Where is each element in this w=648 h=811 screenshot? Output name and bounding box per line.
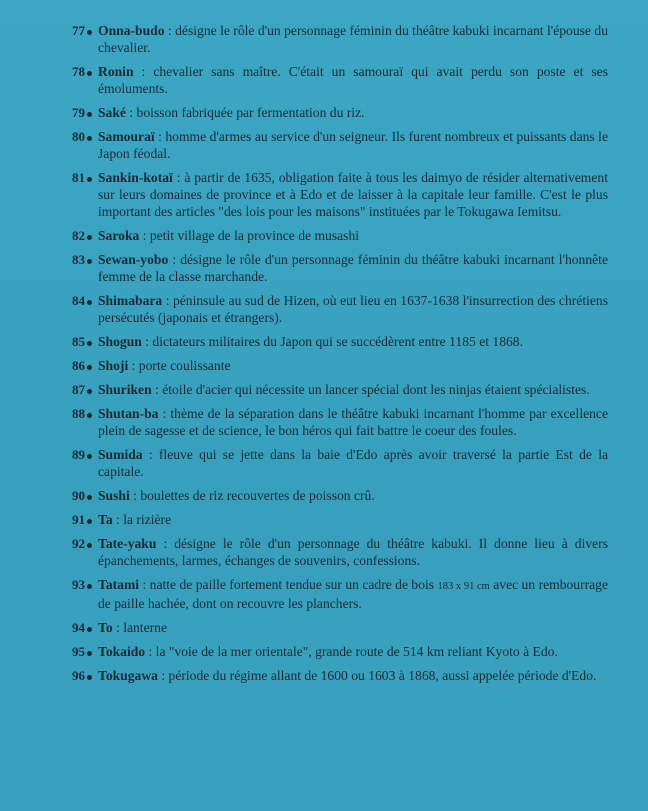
bullet-icon [87,30,92,35]
entry-number-text: 80 [72,129,85,144]
entry-term: Shimabara [98,293,163,308]
entry-term: Sewan-yobo [98,252,169,267]
entry-term: Shogun [98,334,142,349]
entry-definition-text: : dictateurs militaires du Japon qui se succédèrent entre 1185 et 1868. [141,334,523,349]
entry-definition [98,405,608,439]
glossary-entry [60,405,608,439]
entry-number [60,446,98,463]
entry-definition-text: : la rizière [112,512,172,527]
glossary-entry [60,619,608,636]
entry-definition-text: : boisson fabriquée par fermentation du riz. [125,105,365,120]
glossary-entry [60,535,608,569]
entry-number-text: 81 [72,170,85,185]
glossary-entry [60,333,608,350]
entry-definition [98,446,608,480]
entry-definition-text: : lanterne [112,620,167,635]
glossary-list [60,22,608,684]
entry-term: Tokaido [98,644,146,659]
entry-term: Sushi [98,488,130,503]
entry-definition-text: : période du régime allant de 1600 ou 1603 à 1868, aussi appelée période d'Edo. [157,668,597,683]
entry-number-text: 85 [72,334,85,349]
entry-number-text: 79 [72,105,85,120]
entry-number [60,104,98,121]
entry-term: Onna-budo [98,23,165,38]
entry-definition-text: : étoile d'acier qui nécessite un lancer spécial dont les ninjas étaient spécialistes. [151,382,590,397]
entry-definition-text: : à partir de 1635, obligation faite à tous les daimyo de résider alternativement sur leurs domaines de province et à Edo et de laisser à la capitale leur famille. C'est le plus important des articles "des lois pour les maisons" instituées par le Tokugawa Iemitsu. [98,170,608,219]
glossary-entry [60,227,608,244]
entry-term: Saké [98,105,126,120]
entry-definition [98,63,608,97]
glossary-entry [60,128,608,162]
entry-definition-text: : désigne le rôle d'un personnage féminin du théâtre kabuki incarnant l'honnête femme de la classe marchande. [98,252,608,284]
entry-number [60,511,98,528]
entry-number [60,619,98,636]
entry-definition [98,227,608,244]
glossary-entry [60,292,608,326]
glossary-entry [60,511,608,528]
entry-term: Sumida [98,447,143,462]
entry-term: To [98,620,113,635]
entry-term: Tokugawa [98,668,158,683]
entry-number [60,535,98,552]
glossary-entry [60,251,608,285]
bullet-icon [87,235,92,240]
entry-term: Shutan-ba [98,406,159,421]
glossary-entry [60,446,608,480]
glossary-entry [60,576,608,612]
bullet-icon [87,136,92,141]
entry-definition [98,104,608,121]
entry-term: Shoji [98,358,129,373]
entry-definition-text: : chevalier sans maître. C'était un samouraï qui avait perdu son poste et ses émoluments. [98,64,608,96]
bullet-icon [87,300,92,305]
entry-number-text: 82 [72,228,85,243]
entry-number [60,63,98,80]
entry-number-text: 95 [72,644,85,659]
entry-definition [98,22,608,56]
entry-term: Ronin [98,64,134,79]
entry-definition-text: : petit village de la province de musashi [139,228,360,243]
entry-term: Samouraï [98,129,155,144]
bullet-icon [87,454,92,459]
glossary-entry [60,667,608,684]
entry-number [60,405,98,422]
glossary-entry [60,643,608,660]
entry-definition-text-continued: avec un rembourrage de paille hachée, dont on recouvre les planchers. [98,577,609,611]
entry-definition-text: : porte coulissante [128,358,231,373]
entry-term: Tatami [98,577,140,592]
entry-number-text: 91 [72,512,85,527]
entry-dimension: 183 x 91 cm [437,581,490,592]
entry-definition-text: : boulettes de riz recouvertes de poisson crû. [129,488,375,503]
entry-number-text: 89 [72,447,85,462]
entry-definition [98,292,608,326]
entry-definition [98,128,608,162]
entry-term: Sankin-kotaï [98,170,173,185]
glossary-entry [60,487,608,504]
bullet-icon [87,651,92,656]
entry-definition-text: : natte de paille fortement tendue sur un cadre de bois [139,577,438,592]
glossary-entry [60,22,608,56]
entry-definition-text: : homme d'armes au service d'un seigneur. Ils furent nombreux et puissants dans le Japon féodal. [98,129,608,161]
entry-number-text: 84 [72,293,85,308]
glossary-entry [60,63,608,97]
entry-number [60,227,98,244]
entry-number-text: 90 [72,488,85,503]
entry-number [60,251,98,268]
entry-number-text: 88 [72,406,85,421]
bullet-icon [87,584,92,589]
entry-number [60,357,98,374]
entry-definition-text: : désigne le rôle d'un personnage féminin du théâtre kabuki incarnant l'épouse du chevalier. [98,23,608,55]
entry-number [60,292,98,309]
entry-number [60,643,98,660]
entry-number-text: 78 [72,64,85,79]
glossary-entry [60,169,608,220]
entry-number-text: 93 [72,577,85,592]
entry-definition [98,381,608,398]
entry-number-text: 87 [72,382,85,397]
entry-number-text: 83 [72,252,85,267]
entry-definition [98,487,608,504]
bullet-icon [87,177,92,182]
entry-term: Shuriken [98,382,152,397]
bullet-icon [87,627,92,632]
entry-definition [98,619,608,636]
bullet-icon [87,519,92,524]
entry-number-text: 96 [72,668,85,683]
entry-definition [98,643,608,660]
entry-definition-text: : fleuve qui se jette dans la baie d'Edo après avoir traversé la partie Est de la capitale. [98,447,608,479]
glossary-entry [60,357,608,374]
entry-number-text: 94 [72,620,85,635]
entry-definition [98,251,608,285]
bullet-icon [87,365,92,370]
entry-definition-text: : thème de la séparation dans le théâtre kabuki incarnant l'homme par excellence plein de sagesse et de science, le bon héros qui fait battre le coeur des foules. [98,406,608,438]
entry-definition-text: : péninsule au sud de Hizen, où eut lieu en 1637-1638 l'insurrection des chrétiens persécutés (japonais et étrangers). [98,293,608,325]
entry-definition [98,667,608,684]
entry-number [60,22,98,39]
entry-number-text: 77 [72,23,85,38]
glossary-entry [60,381,608,398]
entry-number [60,381,98,398]
entry-definition [98,333,608,350]
entry-number-text: 92 [72,536,85,551]
bullet-icon [87,413,92,418]
entry-number-text: 86 [72,358,85,373]
entry-definition-text: : la "voie de la mer orientale", grande route de 514 km reliant Kyoto à Edo. [145,644,558,659]
bullet-icon [87,675,92,680]
entry-definition [98,535,608,569]
entry-term: Saroka [98,228,140,243]
entry-number [60,487,98,504]
entry-number [60,667,98,684]
bullet-icon [87,341,92,346]
bullet-icon [87,259,92,264]
glossary-entry [60,104,608,121]
entry-term: Ta [98,512,113,527]
entry-number [60,576,98,593]
bullet-icon [87,112,92,117]
entry-number [60,333,98,350]
entry-definition [98,357,608,374]
entry-definition [98,169,608,220]
entry-number [60,128,98,145]
entry-definition [98,511,608,528]
bullet-icon [87,389,92,394]
entry-number [60,169,98,186]
entry-definition-text: : désigne le rôle d'un personnage du théâtre kabuki. Il donne lieu à divers épanchements, larmes, échanges de souvenirs, confessions. [98,536,608,568]
bullet-icon [87,543,92,548]
bullet-icon [87,71,92,76]
bullet-icon [87,495,92,500]
entry-definition [98,576,608,612]
entry-term: Tate-yaku [98,536,157,551]
